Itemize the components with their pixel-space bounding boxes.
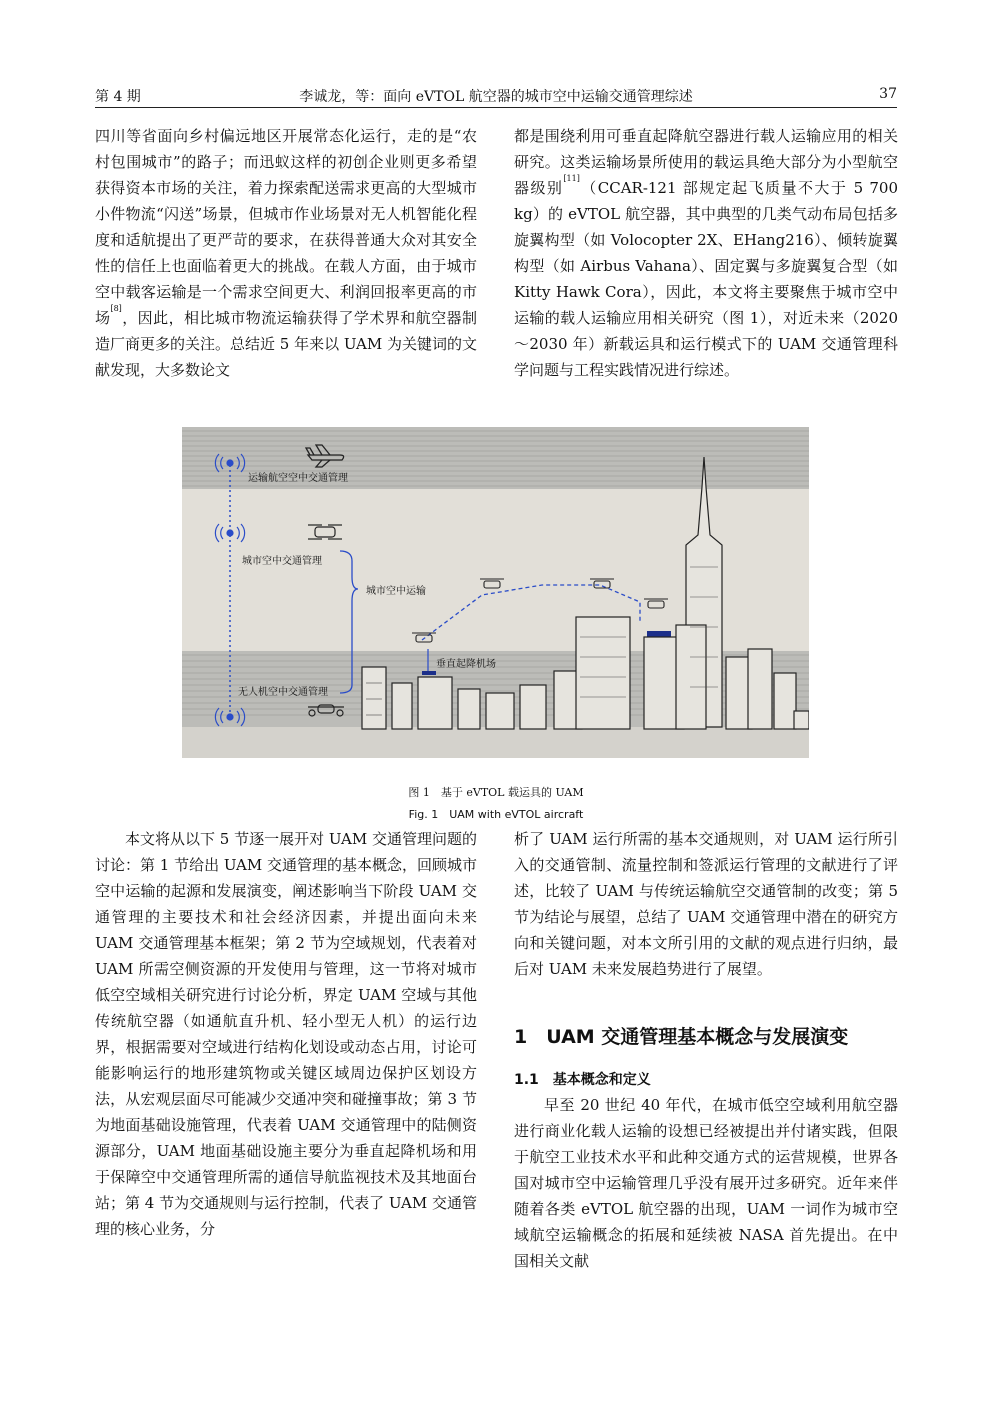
header-rule <box>95 107 897 108</box>
subsection-heading: 1.1 基本概念和定义 <box>514 1072 651 1088</box>
citation: [11] <box>563 174 580 183</box>
top-right-paragraph: 都是围绕利用可垂直起降航空器进行载人运输应用的相关研究。这类运输场景所使用的载运具绝大部分为小型航空器级别[11]（CCAR-121 部规定起飞质量不大于 5 700 kg）的 eVTOL 航空器，其中典型的几类气动布局包括多旋翼构型（如 Volocopter 2X、EHang216）、倾转旋翼构型（如 Airbus Vahana）、固定翼与多旋翼复合型（如 Kitty Hawk Cora），因此，本文将主要聚焦于城市空中运输的载人运输应用相关研究（图 1），对近未来（2020～2030 年）新载运具和运行模式下的 UAM 交通管理科学问题与工程实践情况进行综述。 <box>514 127 898 379</box>
bottom-right-paragraph: 析了 UAM 运行所需的基本交通规则，对 UAM 运行所引入的交通管制、流量控制和签派运行管理的文献进行了评述，比较了 UAM 与传统运输航空交通管制的改变；第 5 节为结论与展望，总结了 UAM 交通管理中潜在的研究方向和关键问题，对本文所引用的文献的观点进行归纳，最后对 UAM 未来发展趋势进行了展望。 <box>514 830 898 978</box>
section-paragraph: 早至 20 世纪 40 年代，在城市低空空域利用航空器进行商业化载人运输的设想已经被提出并付诸实践，但限于航空工业技术水平和此种交通方式的运营规模，世界各国对城市空中运输管理几乎没有展开过多研究。近年来伴随着各类 eVTOL 航空器的出现，UAM 一词作为城市空域航空运输概念的拓展和延续被 NASA 首先提出。在中国相关文献 <box>514 1096 898 1270</box>
bottom-left-paragraph: 本文将从以下 5 节逐一展开对 UAM 交通管理问题的讨论：第 1 节给出 UAM 交通管理的基本概念，回顾城市空中运输的起源和发展演变，阐述影响当下阶段 UAM 交通管理的主要技术和社会经济因素，并提出面向未来 UAM 交通管理基本框架；第 2 节为空域规划，代表着对 UAM 所需空侧资源的开发使用与管理，这一节将对城市低空空域相关研究进行讨论分析，界定 UAM 空域与其他传统航空器（如通航直升机、轻小型无人机）的运行边界，根据需要对空域进行结构化划设或动态占用，讨论可能影响运行的地形建筑物或关键区域周边保护区划设方法，从宏观层面尽可能减少交通冲突和碰撞事故；第 3 节为地面基础设施管理，代表着 UAM 交通管理中的陆侧资源部分，UAM 地面基础设施主要分为垂直起降机场和用于保障空中交通管理所需的通信导航监视技术及其地面台站；第 4 节为交通规则与运行控制，代表了 UAM 交通管理的核心业务，分 <box>95 830 477 1238</box>
figure-caption-en: Fig. 1 UAM with eVTOL aircraft <box>408 808 584 821</box>
figure-uam-illustration <box>182 427 809 758</box>
vertiport-pad <box>422 671 436 675</box>
running-title: 李诚龙，等：面向 eVTOL 航空器的城市空中运输交通管理综述 <box>299 89 693 105</box>
page-number: 37 <box>879 86 897 102</box>
rooftop-vertiport-pad <box>647 631 671 637</box>
label-urban-atm: 城市空中交通管理 <box>242 556 322 567</box>
running-header <box>95 82 897 108</box>
citation: [8] <box>110 304 122 313</box>
label-uas-atm: 无人机空中交通管理 <box>238 687 328 698</box>
issue-number: 第 4 期 <box>95 89 141 105</box>
section-heading: 1 UAM 交通管理基本概念与发展演变 <box>514 1026 849 1048</box>
label-transport-atm: 运输航空空中交通管理 <box>248 473 348 484</box>
label-urban-air-transport: 城市空中运输 <box>366 586 426 597</box>
top-left-paragraph: 四川等省面向乡村偏远地区开展常态化运行，走的是“农村包围城市”的路子；而迅蚁这样的初创企业则更多希望获得资本市场的关注，着力探索配送需求更高的大型城市小件物流“闪送”场景，但城市作业场景对无人机智能化程度和适航提出了更严苛的要求，在获得普通大众对其安全性的信任上也面临着更大的挑战。在载人方面，由于城市空中载客运输是一个需求空间更大、利润回报率更高的市场[8]，因此，相比城市物流运输获得了学术界和航空器制造厂商更多的关注。总结近 5 年来以 UAM 为关键词的文献发现，大多数论文 <box>95 127 477 379</box>
figure-caption-cn: 图 1 基于 eVTOL 载运具的 UAM <box>408 786 584 799</box>
label-vertiport: 垂直起降机场 <box>436 659 496 670</box>
